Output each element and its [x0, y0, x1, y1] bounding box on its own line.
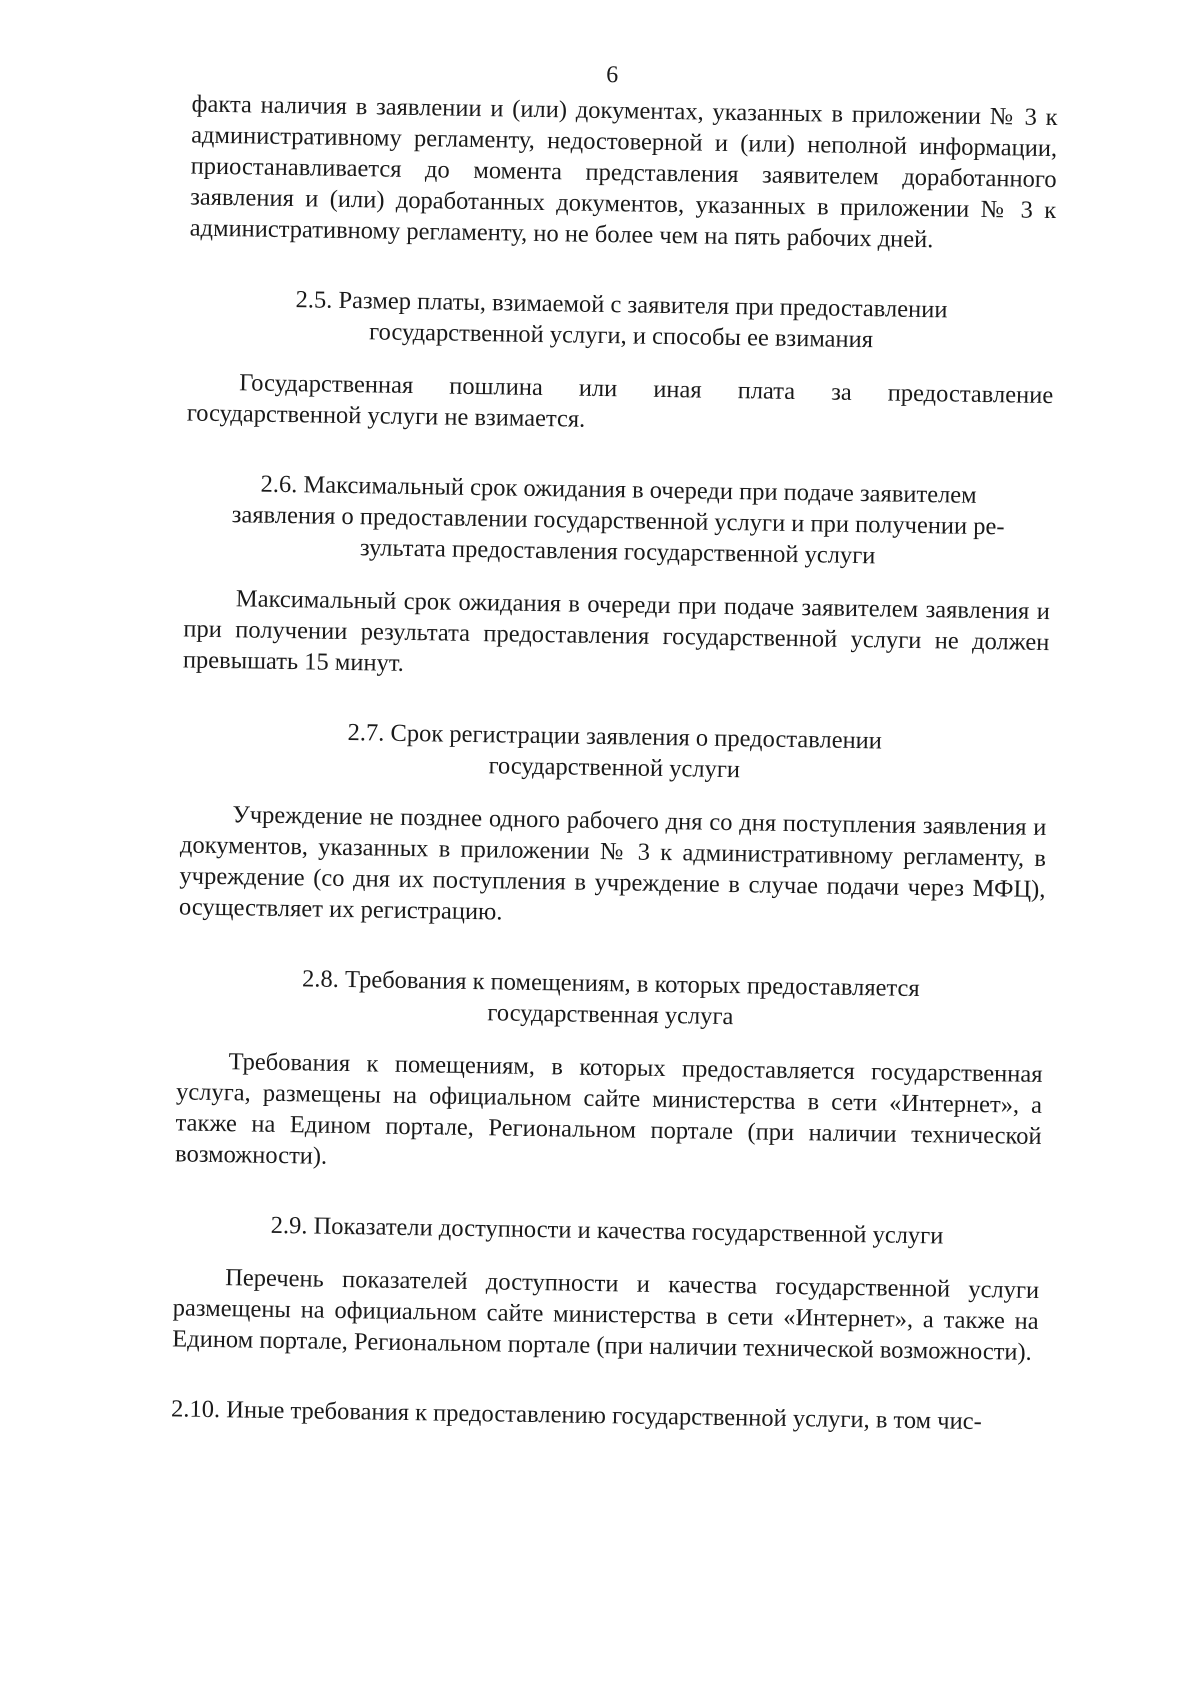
section-heading-2-6 — [184, 467, 1051, 574]
heading-line: зультата предоставления государственной услуги — [359, 534, 876, 570]
heading-line: 2.9. Показатели доступности и качества государственной услуги — [270, 1211, 944, 1250]
page-number: 6 — [605, 62, 619, 89]
section-heading-2-10: 2.10. Иные требования к предоставлению государственной услуги, в том чис- — [170, 1395, 982, 1436]
paragraph-continuation: факта наличия в заявлении и (или) документах, указанных в приложении № 3 к административному регламенту, недостоверной и (или) неполной информации, приостанавливается до момента представления заявителем доработанного заявления и (или) доработанных документов, указанных в приложении № 3 к административному регламенту, но не более чем на пять рабочих дней. — [189, 90, 1058, 254]
paragraph-2-5: Государственная пошлина или иная плата за предоставление государственной услуги не взимается. — [186, 369, 1054, 433]
heading-line: заявления о предоставлении государственной услуги и при получении ре- — [231, 501, 1005, 541]
heading-line: 2.6. Максимальный срок ожидания в очереди при подаче заявителем — [260, 470, 977, 509]
paragraph-2-8: Требования к помещениям, в которых предоставляется государственная услуга, размещены на официальном сайте министерства в сети «Интернет», а также на Едином портале, Региональном портале (при наличии технической возможности). — [174, 1048, 1043, 1170]
heading-line: 2.5. Размер платы, взимаемой с заявителя при предоставлении — [295, 286, 948, 324]
heading-line: государственной услуги, и способы ее взимания — [368, 318, 874, 354]
document-body — [171, 88, 1058, 1437]
paragraph-2-7: Учреждение не позднее одного рабочего дня со дня поступления заявления и документов, указанных в приложении № 3 к административному регламенту, в учреждение (со дня их поступления в учреждение в случае подачи через МФЦ), осуществляет их регистрацию. — [178, 801, 1047, 926]
heading-line: государственной услуги — [488, 752, 741, 784]
paragraph-2-6: Максимальный срок ожидания в очереди при подаче заявителем заявления и при получении результата предоставления государственной услуги не должен превышать 15 минут. — [182, 585, 1051, 677]
heading-line: государственная услуга — [487, 999, 734, 1031]
heading-line: 2.8. Требования к помещениям, в которых предоставляется — [301, 965, 920, 1003]
paragraph-2-9: Перечень показателей доступности и качества государственной услуги размещены на официальном сайте министерства в сети «Интернет», а также на Едином портале, Региональном портале (при наличии технической возможности). — [172, 1264, 1040, 1366]
heading-line: 2.7. Срок регистрации заявления о предоставлении — [347, 719, 883, 755]
